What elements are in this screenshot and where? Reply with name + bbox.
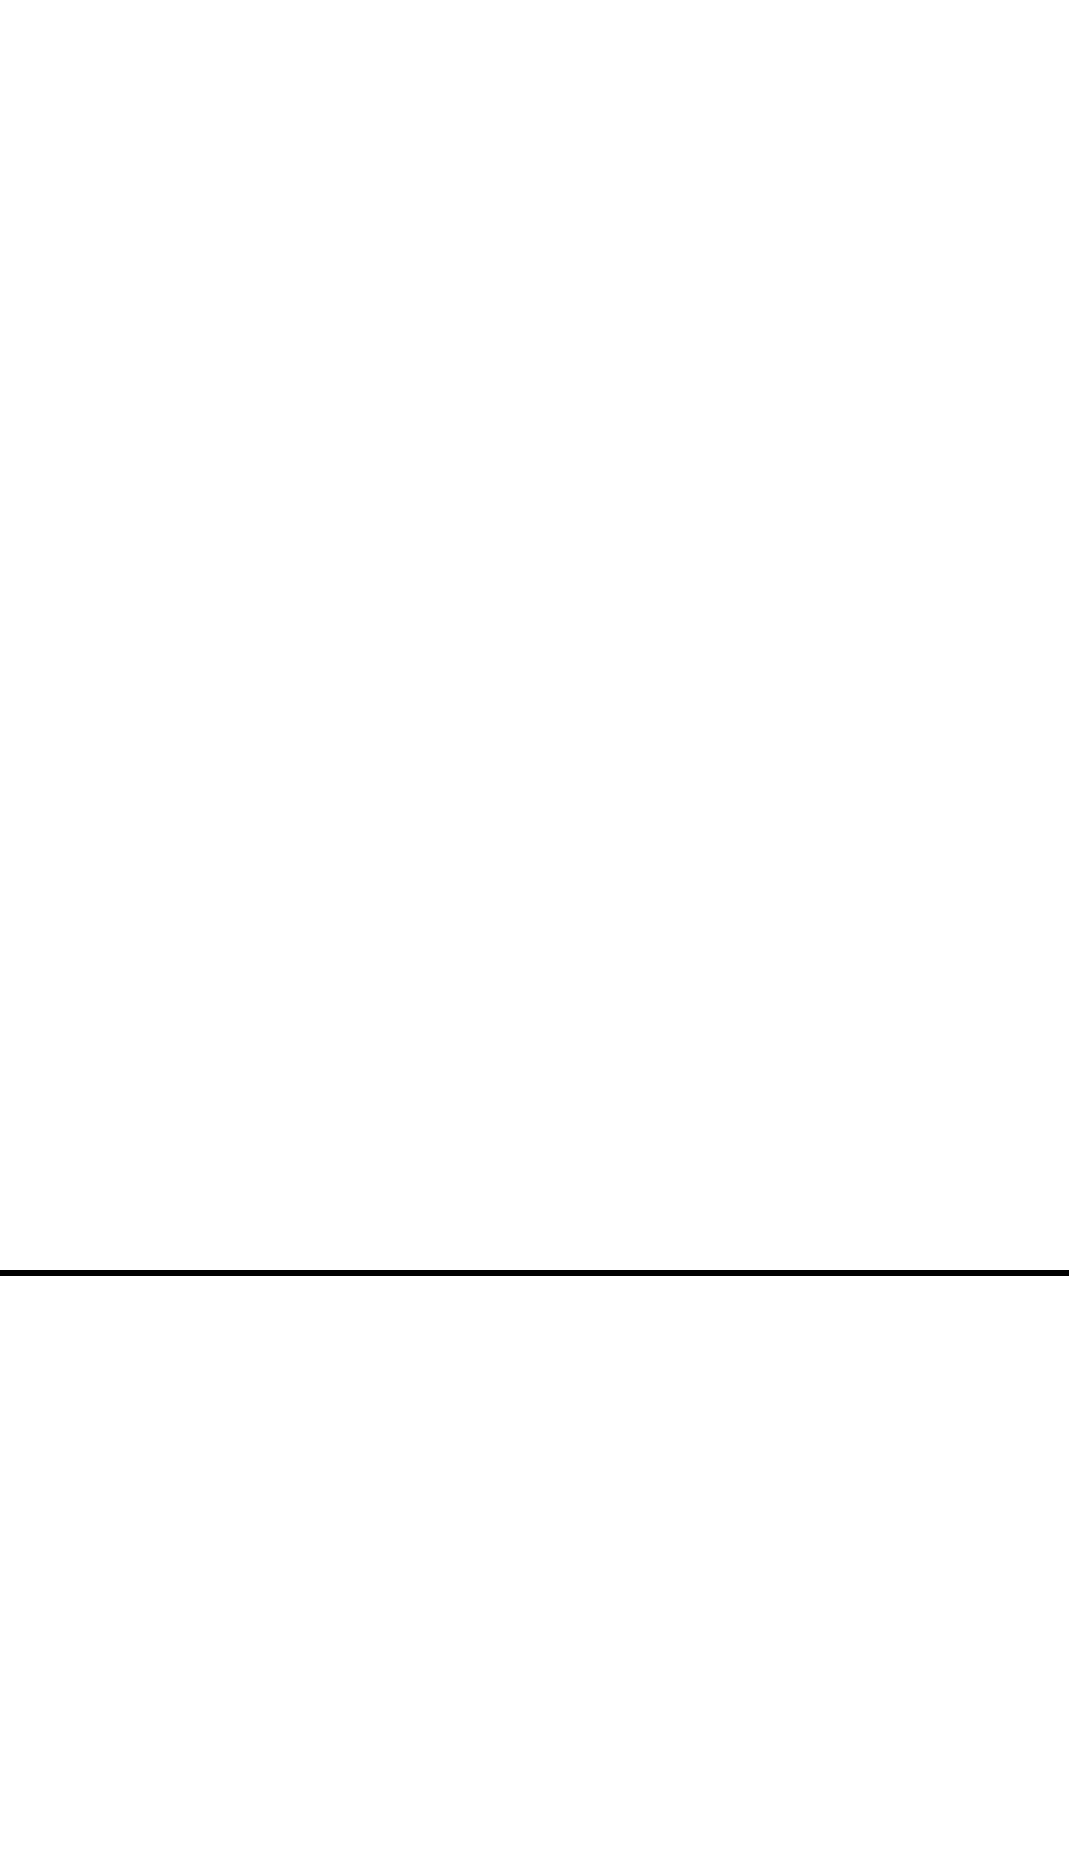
page-divider <box>0 1270 1069 1276</box>
